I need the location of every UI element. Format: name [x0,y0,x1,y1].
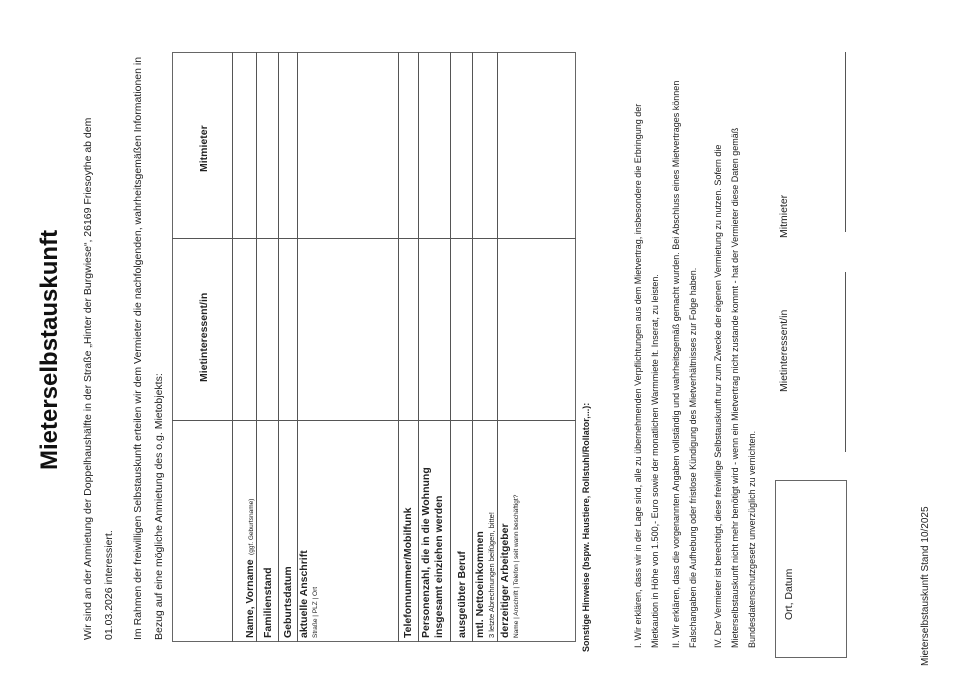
column-header-tenant: Mietinteressent/in [198,292,210,382]
table-row-line [472,52,473,642]
tenant-signature-label: Mietinteressent/in [778,309,790,392]
intro-text: Wir sind an der Anmietung der Doppelhaushälfte in der Straße „Hinter der Burgwiese“, 26169 Friesoythe ab dem 01.03.2026 interessiert. [82,117,115,640]
table-row-line [418,52,419,642]
declaration-2: II. Wir erklären, dass die vorgenannten Angaben vollständig und wahrheitsgemäß gemacht wurden. Bei Abschluss eines Mietvertrages können Falschangaben die Aufhebung oder fristlose Kündigung des Mietverhältnisses zur Folge haben. [671,80,698,648]
row-sub-employer: Name | Anschrift | Telefon | seit wann beschäftigt? [513,494,520,638]
place-date-label: Ort, Datum [783,568,795,620]
co-tenant-signature-line[interactable] [845,52,846,232]
row-sub-name: (ggf. Geburtsname) [248,498,255,555]
co-tenant-signature-label: Mitmieter [778,194,790,238]
row-label-job: ausgeübter Beruf [456,551,468,638]
table-col-line-2 [172,238,576,239]
table-row [499,422,521,638]
table-row-line [278,52,279,642]
table-row [240,499,258,638]
declaration-1: I. Wir erklären, dass wir in der Lage sind, alle zu übernehmenden Verpflichtungen aus dem Mietvertrag, insbesondere die Erbringung der Mietkaution in Höhe von 1.500,- Euro sowie der monatlichen Warmmiete lt. Inserat, zu leisten. [633,103,660,648]
row-label-name: Name, Vorname [244,559,256,638]
row-sub-income: 3 letzte Abrechnungen beifügen, bitte! [487,512,496,638]
statement-text: Im Rahmen der freiwilligen Selbstauskunft erteilen wir dem Vermieter die nachfolgenden, wahrheitsgemäßen Informationen in Bezug auf eine mögliche Anmietung des o.g. Mietobjekts: [132,56,165,640]
row-label-phone: Telefonnummer/Mobilfunk [402,507,414,638]
table-row-line [398,52,399,642]
table-header-line [232,52,233,642]
page-title: Mieterselbstauskunft [36,229,63,470]
column-header-co-tenant: Mitmieter [198,125,210,172]
table-row-line [450,52,451,642]
row-label-address: aktuelle Anschrift [298,550,310,638]
row-label-employer: derzeitiger Arbeitgeber [499,523,511,638]
row-label-birthdate: Geburtsdatum [282,566,294,638]
declaration-4: IV. Der Vermieter ist berechtigt, diese freiwillige Selbstauskunft nur zum Zwecke der eigenen Vermietung zu nutzen. Sofern die Mieterselbstauskunft nicht mehr benötigt wird - wenn ein Mietvertrag nicht zustande kommt - hat der Vermieter diese Daten gemäß Bundesdatenschutzgesetz unverzüglich zu vernichten. [713,127,757,648]
table-row [298,422,320,638]
row-label-marital: Familienstand [262,567,274,638]
footer-text: Mieterselbstauskunft Stand 10/2025 [920,506,931,666]
row-sub-address: Straße | PLZ | Ort [312,586,319,638]
hints-label: Sonstige Hinweise (bspw. Haustiere, Rollstuhl/Rollator,...): [581,402,591,652]
row-label-income: mtl. Nettoeinkommen [474,531,486,638]
table-row [474,422,496,638]
table-row-line [497,52,498,642]
table-col-line-1 [172,420,576,421]
row-label-persons: Personenzahl, die in die Wohnung insgesamt einziehen werden [420,467,445,638]
tenant-signature-line[interactable] [845,272,846,452]
